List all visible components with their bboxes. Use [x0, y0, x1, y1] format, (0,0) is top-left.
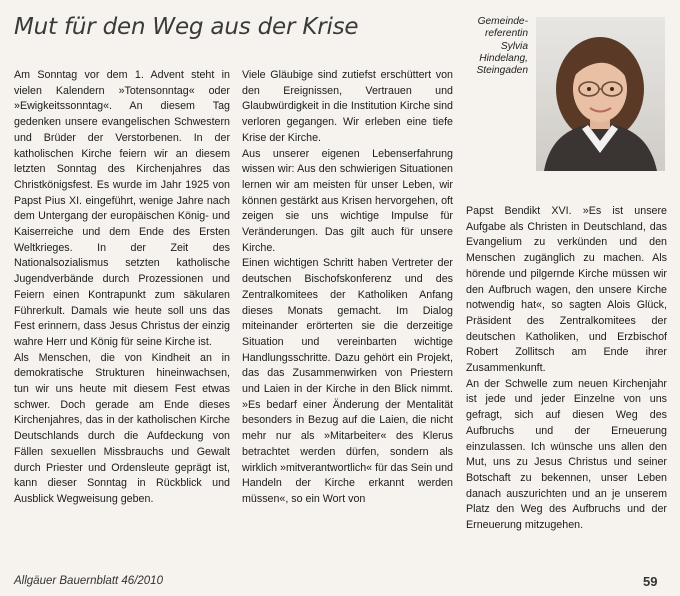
photo-caption [440, 16, 528, 77]
paragraph: An der Schwelle zum neuen Kirchenjahr ist jede und jeder Einzelne von uns gefragt, sich auf diesen Weg des Aufbruchs und der Erneuerung einzulassen. Ich wünsche uns allen den Mut, uns zu Jesus Christus und seiner Botschaft zu bekennen, unser Leben danach auszurichten und an je unserem Platz den Weg des Aufbruchs und der Erneuerung mitzugehen. [466, 377, 667, 532]
caption-line: Sylvia [500, 40, 528, 52]
portrait-photo [536, 17, 665, 171]
paragraph: Als Menschen, die von Kindheit an in demokratische Strukturen hineinwachsen, tun wir uns heute mit diesem Fest etwas schwer. Doch gerade am Ende dieses Kirchenjahres, das in der katholischen Kirche Deutschlands durch die Aufdeckung von Fällen sexuellen Missbrauchs und Gewalt durch Priester und Ordensleute geprägt ist, kann dieser Sonntag in Rückblick und Ausblick Wegweisung geben. [14, 351, 230, 505]
caption-line: Gemeinde- [477, 16, 528, 27]
paragraph: Einen wichtigen Schritt haben Vertreter der deutschen Bischofskonferenz und des Zentralkomitees der Katholiken Anfang dieses Monats gemacht. Im Dialog miteinander erörterten sie die derzeitige Situation und vereinbarten wichtige Handlungsschritte. Dazu gehört ein Projekt, das das Zusammenwirken von Priestern und Laien in der Kirche in den Blick nimmt. »Es bedarf einer Änderung der Mentalität besonders in Bezug auf die Laien, die nicht mehr nur als »Mitarbeiter« des Klerus betrachtet werden dürfen, sondern als wirklich »mitverantwortlich« für das Sein und Handeln der Kirche erkannt werden müssen«, so ein Wort von [242, 257, 453, 505]
article-column-3 [466, 204, 667, 534]
page-number: 59 [643, 574, 658, 589]
publication-footer: Allgäuer Bauernblatt 46/2010 [14, 575, 163, 587]
paragraph: Am Sonntag vor dem 1. Advent steht in vielen Kalendern »Totensonntag« oder »Ewigkeitssonntag«. An diesem Tag gedenken unsere evangelischen Schwestern und Brüder der Verstorbenen. In der katholischen Kirche feiern wir an diesem letzten Sonntag des Kirchenjahres das Christkönigsfest. Es wurde im Jahr 1925 von Papst Pius XI. eingeführt, wenige Jahre nach dem Untergang der europäischen König- und Kaiserreiche und dem Ende des Ersten Weltkrieges. In der Zeit des Nationalsozialismus setzten katholische Jugendverbände durch Prozessionen und Feiern einen Kontrapunkt zum säkularen Führerkult. Damals wie heute soll uns das Fest erinnern, dass Jesus Christus der einzig wahre Herr und König für seine Kirche ist. [14, 69, 230, 348]
portrait-illustration [536, 17, 665, 171]
caption-line: Hindelang, [479, 52, 528, 64]
article-headline: Mut für den Weg aus der Krise [14, 14, 359, 40]
article-column-1 [14, 68, 230, 508]
caption-line: Steingaden [476, 65, 528, 77]
paragraph: Papst Bendikt XVI. »Es ist unsere Aufgabe als Christen in Deutschland, das Evangelium zu verkünden und den Menschen zugänglich zu machen. Als hörende und pilgernde Kirche müssen wir den Aufbruch wagen, den unsere Kirche notwendig hat«, so sagten Alois Glück, Präsident des Zentralkomitees der deutschen Katholiken, und Erzbischof Robert Zollitsch am Ende ihrer Zusammenkunft. [466, 205, 667, 375]
caption-line: referentin [484, 28, 528, 40]
paragraph: Aus unserer eigenen Lebenserfahrung wissen wir: Aus den schwierigen Situationen lernen wir am meisten für unser Leben, wir können gestärkt aus Krisen hervorgehen, oft zeigen sie uns wichtige Impulse für Veränderungen. Das gilt auch für unsere Kirche. [242, 147, 453, 254]
article-column-2 [242, 68, 453, 508]
paragraph: Viele Gläubige sind zutiefst erschüttert von den Ereignissen, Vertrauen und Glaubwürdigkeit in die Institution Kirche sind verloren gegangen. Wir erleben eine tiefe Krise der Kirche. [242, 69, 453, 144]
